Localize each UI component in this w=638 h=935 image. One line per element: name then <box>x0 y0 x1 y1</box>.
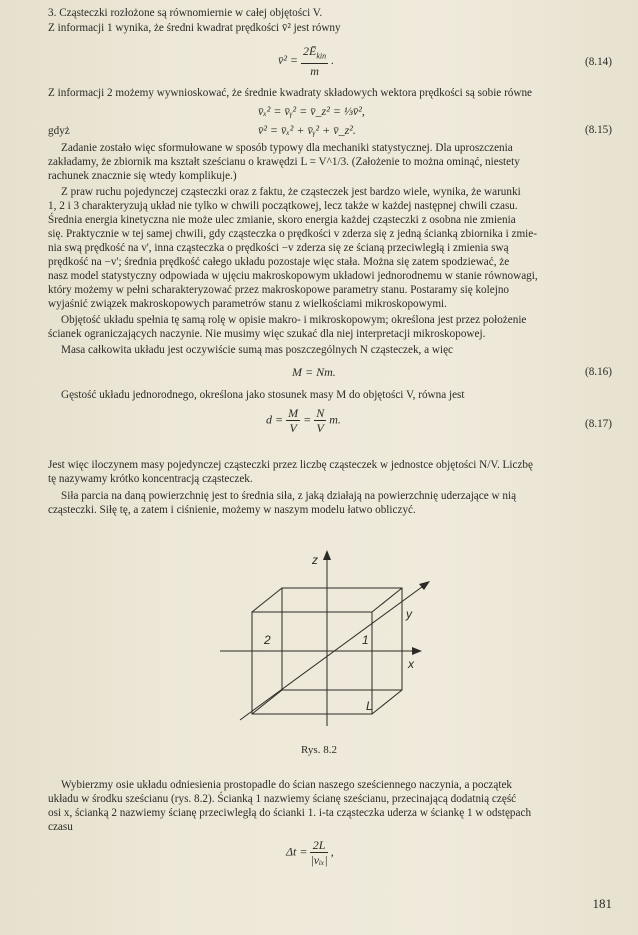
equation-number: (8.16) <box>584 366 612 378</box>
text-line: Zadanie zostało więc sformułowane w sposób typowy dla mechaniki statystycznej. Dla uproszczenia <box>61 142 513 154</box>
denominator: V <box>316 421 324 435</box>
text-line: rachunek znacznie się wtedy komplikuje.) <box>48 170 237 182</box>
denominator: V <box>289 421 297 435</box>
text-line: zakładamy, że zbiornik ma kształt sześcianu o krawędzi L = V^1/3. (Założenie to można ominąć, niestety <box>48 156 520 168</box>
equation-lhs: Δt = <box>286 844 308 859</box>
x-label: x <box>408 657 414 671</box>
equation-8-15a: v̄ₓ² = v̄ᵧ² = v̄_z² = ⅓v̄², <box>258 104 365 118</box>
text-line: Średnia energia kinetyczna nie może ulec zmianie, skoro energia każdej cząsteczki z osobna nie zmienia <box>48 214 516 226</box>
numerator: M <box>288 406 299 420</box>
wall-1-label: 1 <box>362 633 369 647</box>
text-line: Z informacji 2 możemy wywnioskować, że średnie kwadraty składowych wektora prędkości są sobie równe <box>48 87 533 99</box>
numerator: 2L <box>310 838 327 853</box>
equation-8-14 <box>278 44 334 78</box>
x-arrow-icon <box>412 647 422 655</box>
equation-number: (8.15) <box>584 124 612 136</box>
equation-tail: . <box>331 52 335 67</box>
cube-axes-figure <box>220 548 440 738</box>
equation-number: (8.17) <box>584 418 612 430</box>
text-line: Masa całkowita układu jest oczywiście sumą mas poszczególnych N cząsteczek, a więc <box>61 344 454 356</box>
text-line: ścianek ograniczających naczynie. Nie musimy więc szukać dla niej interpretacji mikroskopowej. <box>48 328 486 340</box>
text-line: Objętość układu spełnia tę samą rolę w opisie makro- i mikroskopowym; określona jest przez położenie <box>61 314 527 326</box>
text-line: Wybierzmy osie układu odniesienia prostopadle do ścian naszego sześciennego naczynia, a początek <box>61 779 513 791</box>
condition-3: 3. Cząsteczki rozłożone są równomiernie w całej objętości V. <box>48 7 323 19</box>
fraction <box>314 406 326 435</box>
text-line: 1, 2 i 3 charakteryzują układ nie tylko w chwili początkowej, lecz także w każdej następnej chwili czasu. <box>48 200 518 212</box>
figure-caption: Rys. 8.2 <box>301 744 337 756</box>
equation-number: (8.14) <box>584 56 612 68</box>
fraction <box>310 838 327 867</box>
denominator: m <box>310 64 319 79</box>
text-line: prędkość na −v'; średnia prędkość całego układu pozostaje więc stała. Można się zatem spodziewać, że <box>48 256 510 268</box>
text-line: wyjaśnić związek makroskopowych parametrów stanu z wielkościami mikroskopowymi. <box>48 298 447 310</box>
text-line: Z informacji 1 wynika, że średni kwadrat prędkości v̄² jest równy <box>48 22 341 34</box>
numerator: 2Ē <box>303 44 317 58</box>
edge-length-label: L <box>366 699 373 713</box>
equation-8-17 <box>266 406 341 435</box>
text-line: nia swą prędkość na v', inna cząsteczka o prędkości −v zderza się ze ścianą przeciwległą i zmienia swą <box>48 242 509 254</box>
text-line: tę nazywamy krótko koncentracją cząsteczek. <box>48 473 253 485</box>
page-number: 181 <box>592 896 612 911</box>
equation-lhs: d = <box>266 412 284 427</box>
equation-8-16: M = Nm. <box>292 365 336 379</box>
equation-delta-t <box>286 838 334 867</box>
equation-tail: m. <box>329 412 341 427</box>
text-line: czasu <box>48 821 73 833</box>
z-label: z <box>312 553 318 567</box>
text-line: Siła parcia na daną powierzchnię jest to średnia siła, z jaką działają na powierzchnię uderzające w nią <box>61 490 517 502</box>
text-label: gdyż <box>48 125 70 137</box>
y-label: y <box>406 607 412 621</box>
equation-tail: , <box>330 844 334 859</box>
fraction <box>301 44 328 78</box>
fraction <box>286 406 300 435</box>
equation-8-15b: v̄² = v̄ₓ² + v̄ᵧ² + v̄_z². <box>258 123 356 137</box>
cube-back-face <box>282 588 402 690</box>
text-line: Z praw ruchu pojedynczej cząsteczki oraz z faktu, że cząsteczek jest bardzo wiele, wynika, że warunki <box>61 186 521 198</box>
text-line: Gęstość układu jednorodnego, określona jako stosunek masy M do objętości V, równa jest <box>61 389 465 401</box>
text-line: Jest więc iloczynem masy pojedynczej cząsteczki przez liczbę cząsteczek w jednostce objętości N/V. Liczbę <box>48 459 533 471</box>
text-line: układu w środku sześcianu (rys. 8.2). Ścianką 1 nazwiemy ścianę sześcianu, przecinającą dodatnią część <box>48 793 517 805</box>
numerator: N <box>316 406 325 420</box>
text-line: cząsteczki. Siłę tę, a zatem i ciśnienie, możemy w naszym modelu łatwo obliczyć. <box>48 504 416 516</box>
equation-lhs: v̄² = <box>278 52 299 67</box>
text-line: który możemy w pełni scharakteryzować przez makroskopowe parametry stanu. Postaramy się kolejno <box>48 284 510 296</box>
text-line: nasz model statystyczny odpowiada w ujęciu makroskopowym układowi jednorodnemu w stanie równowagi, <box>48 270 538 282</box>
text-line: się. Praktycznie w tej samej chwili, gdy cząsteczka o prędkości v zderza się z jedną ścianką zbiornika i zmie- <box>48 228 537 240</box>
equals-sign: = <box>303 412 312 427</box>
y-axis <box>240 584 426 720</box>
y-arrow-icon <box>419 581 430 590</box>
wall-2-label: 2 <box>264 633 271 647</box>
subscript: kin <box>316 51 327 61</box>
text-line: osi x, ścianką 2 nazwiemy ścianę przeciwległą do ścianki 1. i-ta cząsteczka uderza w ściankę 1 w odstępach <box>48 807 532 819</box>
z-arrow-icon <box>323 550 331 560</box>
denominator: |vᵢₓ| <box>310 853 328 867</box>
cube-front-face <box>252 612 372 714</box>
